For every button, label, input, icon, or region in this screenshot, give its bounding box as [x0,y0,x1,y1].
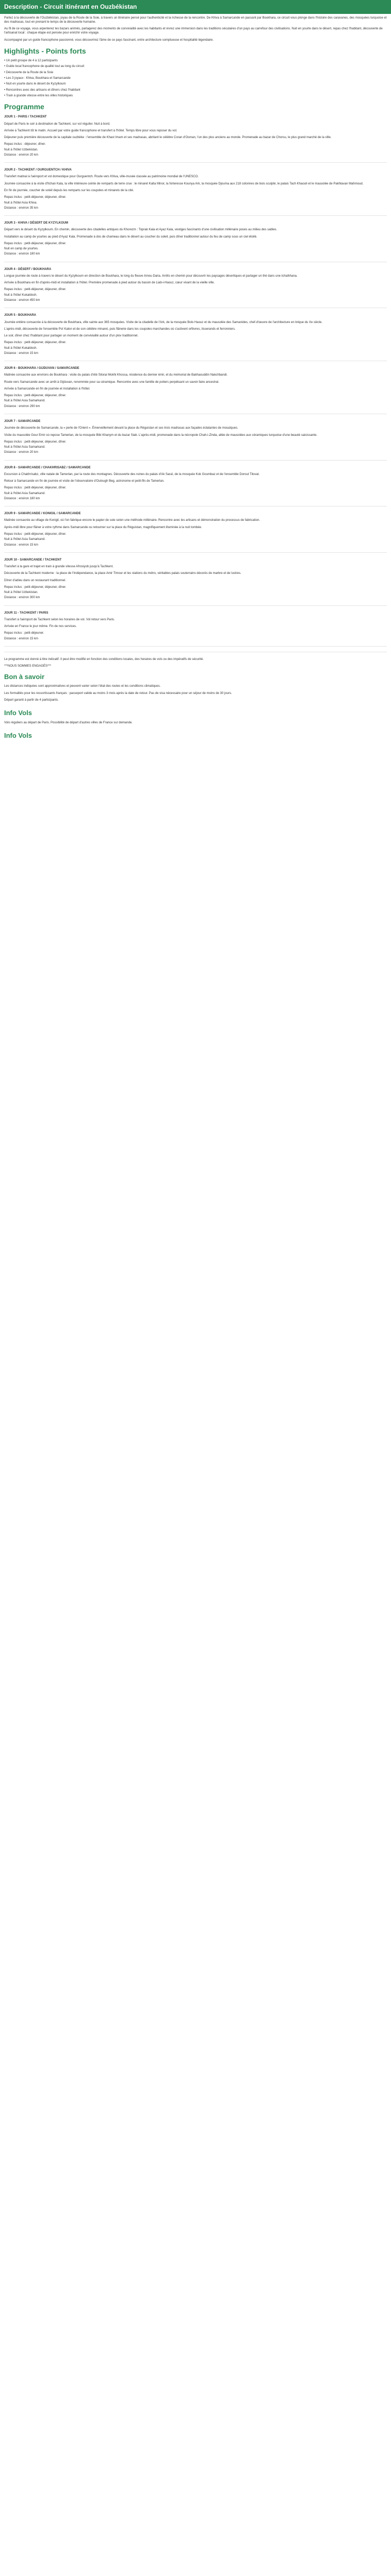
page-title: Description - Circuit itinérant en Ouzbékistan [4,3,137,10]
day-title: JOUR 9 - SAMARCANDE / KONIGIL / SAMARCANDE [4,512,81,516]
day-meals: Repas inclus : déjeuner, dîner. [4,143,46,146]
day-paragraph: Arrivée à Samarcande en fin de journée et installation à l'hôtel. [4,387,90,391]
divider [4,646,387,647]
day-paragraph: Déjeuner puis première découverte de la capitale ouzbèke : l'ensemble de Khast Imam et ses madrasas, abritant le célèbre Coran d'Osman, l'un des plus anciens au monde. Promenade au bazar de Chorsu, le plus grand marché de la ville. [4,136,332,140]
day-block [4,366,387,414]
highlight-item: • Un petit groupe de 4 à 12 participants [4,59,387,63]
day-title: JOUR 4 - DÉSERT / BOUKHARA [4,267,52,271]
intro-paragraph: Au fil de ce voyage, vous arpenterez les bazars animés, partagerez des moments de convivialité avec les habitants et vivrez une immersion dans les traditions séculaires d'un pays au carrefour des civilisations. Nuit en yourte dans le désert, repas chez l'habitant, découverte de l'artisanat local : chaque étape est pensée pour enrichir votre voyage. [4,27,383,35]
day-paragraph: Route vers Samarcande avec un arrêt à Gijduvan, renommée pour sa céramique. Rencontre avec une famille de potiers perpétuant un savoir-faire ancestral. [4,380,219,384]
day-title: JOUR 5 - BOUKHARA [4,314,37,317]
day-meals: Repas inclus : petit-déjeuner, déjeuner, dîner. [4,585,67,589]
day-paragraph: Dîner d'adieu dans un restaurant traditionnel. [4,579,66,582]
highlight-item: • Rencontres avec des artisans et dîners chez l'habitant [4,88,387,92]
day-hotel: Nuit en camp de yourtes. [4,247,39,251]
day-paragraph: Transfert à l'aéroport de Tachkent selon les horaires de vol. Vol retour vers Paris. [4,618,115,621]
day-meals: Repas inclus : petit-déjeuner, déjeuner, dîner. [4,486,67,490]
day-meals: Repas inclus : petit-déjeuner, déjeuner, dîner. [4,288,67,292]
day-hotel: Nuit à l'hôtel Asia Samarkand. [4,399,45,403]
day-dist: Distance : environ 20 km [4,153,39,157]
day-title: JOUR 3 - KHIVA / DÉSERT DE KYZYLKOUM [4,222,69,225]
day-title: JOUR 1 - PARIS / TACHKENT [4,115,47,119]
day-meals: Repas inclus : petit-déjeuner, déjeuner, dîner. [4,196,67,199]
day-block [4,313,387,361]
day-dist: Distance : environ 15 km [4,637,39,640]
info-vols-text: Vols réguliers au départ de Paris. Possibilité de départ d'autres villes de France sur demande. [4,721,133,725]
divider [4,605,387,606]
day-dist: Distance : environ 15 km [4,351,39,355]
day-paragraph: Découverte de la Tachkent moderne : la place de l'Indépendance, la place Amir Timour et les stations du métro, véritables palais souterrains décorés de marbre et de lustres. [4,572,241,575]
day-title: JOUR 7 - SAMARCANDE [4,419,41,423]
day-meals: Repas inclus : petit-déjeuner, déjeuner, dîner. [4,394,67,398]
day-dist: Distance : environ 450 km [4,299,40,302]
day-dist: Distance : environ 20 km [4,451,39,454]
day-meals: Repas inclus : petit-déjeuner, déjeuner, dîner. [4,341,67,345]
day-hotel: Nuit à l'hôtel Kukaldosh. [4,346,38,350]
good-to-know-text: Départ garanti à partir de 4 participants. [4,698,59,702]
day-paragraph: Matinée consacrée aux environs de Boukhara : visite du palais d'été Sitorai Mokhi Khossa, résidence du dernier émir, et du mémorial de Bakhaouddin Nakchbandi. [4,374,228,377]
divider [4,162,387,163]
day-paragraph: Arrivée à Tachkent tôt le matin. Accueil par votre guide francophone et transfert à l'hôtel. Temps libre pour vous reposer du vol. [4,129,177,132]
day-hotel: Nuit à l'hôtel Kukaldosh. [4,293,38,297]
highlights-title: Highlights - Points forts [4,46,86,55]
day-block [4,419,387,461]
day-meals: Repas inclus : petit-déjeuner, déjeuner, dîner. [4,242,67,245]
day-dist: Distance : environ 180 km [4,497,40,500]
day-block [4,221,387,262]
day-block [4,611,387,647]
day-paragraph: Départ de Paris le soir à destination de Tachkent, sur vol régulier. Nuit à bord. [4,122,110,126]
highlight-item: • Train à grande vitesse entre les villes historiques [4,94,387,98]
day-hotel: Nuit à l'hôtel Uzbekistan. [4,148,38,151]
highlights-list [4,59,387,98]
day-block [4,512,387,553]
day-meals: Repas inclus : petit-déjeuner. [4,632,44,635]
day-paragraph: Arrivée à Boukhara en fin d'après-midi et installation à l'hôtel. Première promenade à pied autour du bassin de Liab-i-Haouz, cœur vivant de la vieille ville. [4,281,215,285]
day-paragraph: Journée de découverte de Samarcande, la « perle de l'Orient ». Émerveillement devant la place du Réguistan et ses trois madrasas aux façades éclatantes de mosaïques. [4,427,238,430]
day-block [4,558,387,606]
day-paragraph: Visite du mausolée Gour Emir où repose Tamerlan, de la mosquée Bibi Khanym et du bazar Siab. L'après-midi, promenade dans la nécropole Chah-i-Zinda, allée de mausolées aux céramiques turquoise d'une beauté saisissante. [4,433,318,437]
day-paragraph: Journée entière consacrée à la découverte de Boukhara, ville sainte aux 365 mosquées. Visite de la citadelle de l'Ark, de la mosquée Bolo Haouz et du mausolée des Samanides, chef-d'œuvre de l'architecture en brique du Xe siècle. [4,320,323,324]
day-paragraph: L'après-midi, découverte de l'ensemble Poï Kalon et de son célèbre minaret, puis flânerie dans les coupoles marchandes où s'activent orfèvres, tisserands et ferronniers. [4,327,236,331]
highlight-item: • Découverte de la Route de la Soie [4,71,387,75]
day-hotel: Nuit à l'hôtel Uzbekistan. [4,591,38,595]
day-paragraph: Transfert à la gare et trajet en train à grande vitesse Afrosiyob jusqu'à Tachkent. [4,565,113,569]
intro [4,16,387,42]
day-title: JOUR 8 - SAMARCANDE / CHAKHRISABZ / SAMARCANDE [4,466,91,469]
intro-paragraph: Accompagné par un guide francophone passionné, vous découvrirez l'âme de ce pays fascinant, entre architecture somptueuse et hospitalité légendaire. [4,38,214,42]
day-paragraph: Matinée consacrée au village de Konigil, où l'on fabrique encore le papier de soie selon une méthode millénaire. Rencontre avec les artisans et démonstration du processus de fabrication. [4,519,260,522]
good-to-know-text: Les distances indiquées sont approximatives et peuvent varier selon l'état des routes et les conditions climatiques. [4,685,161,688]
divider [4,552,387,553]
day-dist: Distance : environ 15 km [4,543,39,547]
day-title: JOUR 11 - TACHKENT / PARIS [4,611,48,615]
day-paragraph: Transfert matinal à l'aéroport et vol domestique pour Ourguentch. Route vers Khiva, ville-musée classée au patrimoine mondial de l'UNESCO. [4,175,199,179]
day-paragraph: Après-midi libre pour flâner à votre rythme dans Samarcande ou retourner sur la place du Réguistan, magnifiquement illuminée à la nuit tombée. [4,526,202,529]
day-paragraph: Retour à Samarcande en fin de journée et visite de l'observatoire d'Oulough Beg, astronome et petit-fils de Tamerlan. [4,480,165,483]
day-title: JOUR 10 - SAMARCANDE / TACHKENT [4,558,62,562]
good-to-know-text: Les formalités pour les ressortissants français : passeport valide au moins 3 mois après la date de retour. Pas de visa nécessaire pour un séjour de moins de 30 jours. [4,691,232,695]
day-paragraph: Installation au camp de yourtes au pied d'Ayaz Kala. Promenade à dos de chameau dans le désert au coucher du soleil, puis dîner traditionnel autour du feu de camp sous un ciel étoilé. [4,235,257,239]
day-paragraph: Longue journée de route à travers le désert du Kyzylkoum en direction de Boukhara, le long du fleuve Amou-Daria. Arrêts en chemin pour découvrir les paysages désertiques et partager un thé dans une tchaïkhana. [4,274,298,278]
highlight-item: • Guide local francophone de qualité tout au long du circuit [4,64,387,69]
day-paragraph: En fin de journée, coucher de soleil depuis les remparts sur les coupoles et minarets de la cité. [4,189,134,193]
info-vols-bottom-title: Info Vols [4,732,32,740]
page-header [0,0,391,14]
day-title: JOUR 6 - BOUKHARA / GIJDUVAN / SAMARCANDE [4,367,79,370]
day-hotel: Nuit à l'hôtel Asia Samarkand. [4,538,45,541]
day-title: JOUR 2 - TACHKENT / OURGUENTCH / KHIVA [4,168,72,172]
highlight-item: • Les 3 joyaux : Khiva, Boukhara et Samarcande [4,76,387,80]
highlight-item: • Nuit en yourte dans le désert de Kyzylkoum [4,82,387,86]
day-block [4,115,387,163]
day-dist: Distance : environ 35 km [4,206,39,210]
good-to-know-title: Bon à savoir [4,673,45,681]
day-dist: Distance : environ 180 km [4,252,40,256]
day-hotel: Nuit à l'hôtel Asia Samarkand. [4,492,45,495]
day-meals: Repas inclus : petit-déjeuner, déjeuner, dîner. [4,532,67,536]
day-block [4,267,387,309]
day-block [4,466,387,507]
day-paragraph: Le soir, dîner chez l'habitant pour partager un moment de convivialité autour d'un plov traditionnel. [4,334,139,338]
day-paragraph: Arrivée en France le jour même. Fin de nos services. [4,625,77,629]
day-paragraph: Excursion à Chakhrisabz, ville natale de Tamerlan, par la route des montagnes. Découverte des ruines du palais d'Ak Saraï, de la mosquée Kok Goumbaz et de l'ensemble Dorout Tilovat. [4,472,260,476]
divider [4,460,387,461]
day-meals: Repas inclus : petit-déjeuner, déjeuner, dîner. [4,440,67,444]
day-paragraph: Départ vers le désert du Kyzylkoum. En chemin, découverte des citadelles antiques du Khorezm : Toprak Kala et Ayaz Kala, vestiges fascinants d'une civilisation millénaire posés au milieu des sables. [4,228,278,232]
programme-title: Programme [4,103,44,111]
day-dist: Distance : environ 290 km [4,404,40,408]
day-paragraph: Journée consacrée à la visite d'Itchan Kala, la ville intérieure ceinte de remparts de terre crue : le minaret Kalta Minor, la forteresse Kounya Ark, la mosquée Djouma aux 218 colonnes de bois sculpté, le palais Tach Khaouli et le mausolée de Pakhlavan Mahmoud. [4,182,364,185]
day-dist: Distance : environ 300 km [4,596,40,600]
day-hotel: Nuit à l'hôtel Asia Samarkand. [4,446,45,449]
programme-days [4,115,387,647]
main-content [0,14,391,746]
note: Le programme est donné à titre indicatif. Il peut être modifié en fonction des conditions locales, des horaires de vols ou des impératifs de sécurité. [4,657,204,661]
day-hotel: Nuit à l'hôtel Asia Khiva. [4,201,38,205]
intro-paragraph: Partez à la découverte de l'Ouzbékistan, joyau de la Route de la Soie, à travers un itinéraire pensé pour l'authenticité et la richesse de la rencontre. De Khiva à Samarcande en passant par Boukhara, ce circuit vous plonge dans l'histoire des caravanes, des mosquées turquoise et des madrasas, tout en prenant le temps de la découverte humaine. [4,16,387,24]
day-block [4,168,387,216]
divider [4,215,387,216]
info-vols-title: Info Vols [4,709,32,717]
note: ***NOUS SOMMES ENGAGÉS*** [4,665,52,668]
